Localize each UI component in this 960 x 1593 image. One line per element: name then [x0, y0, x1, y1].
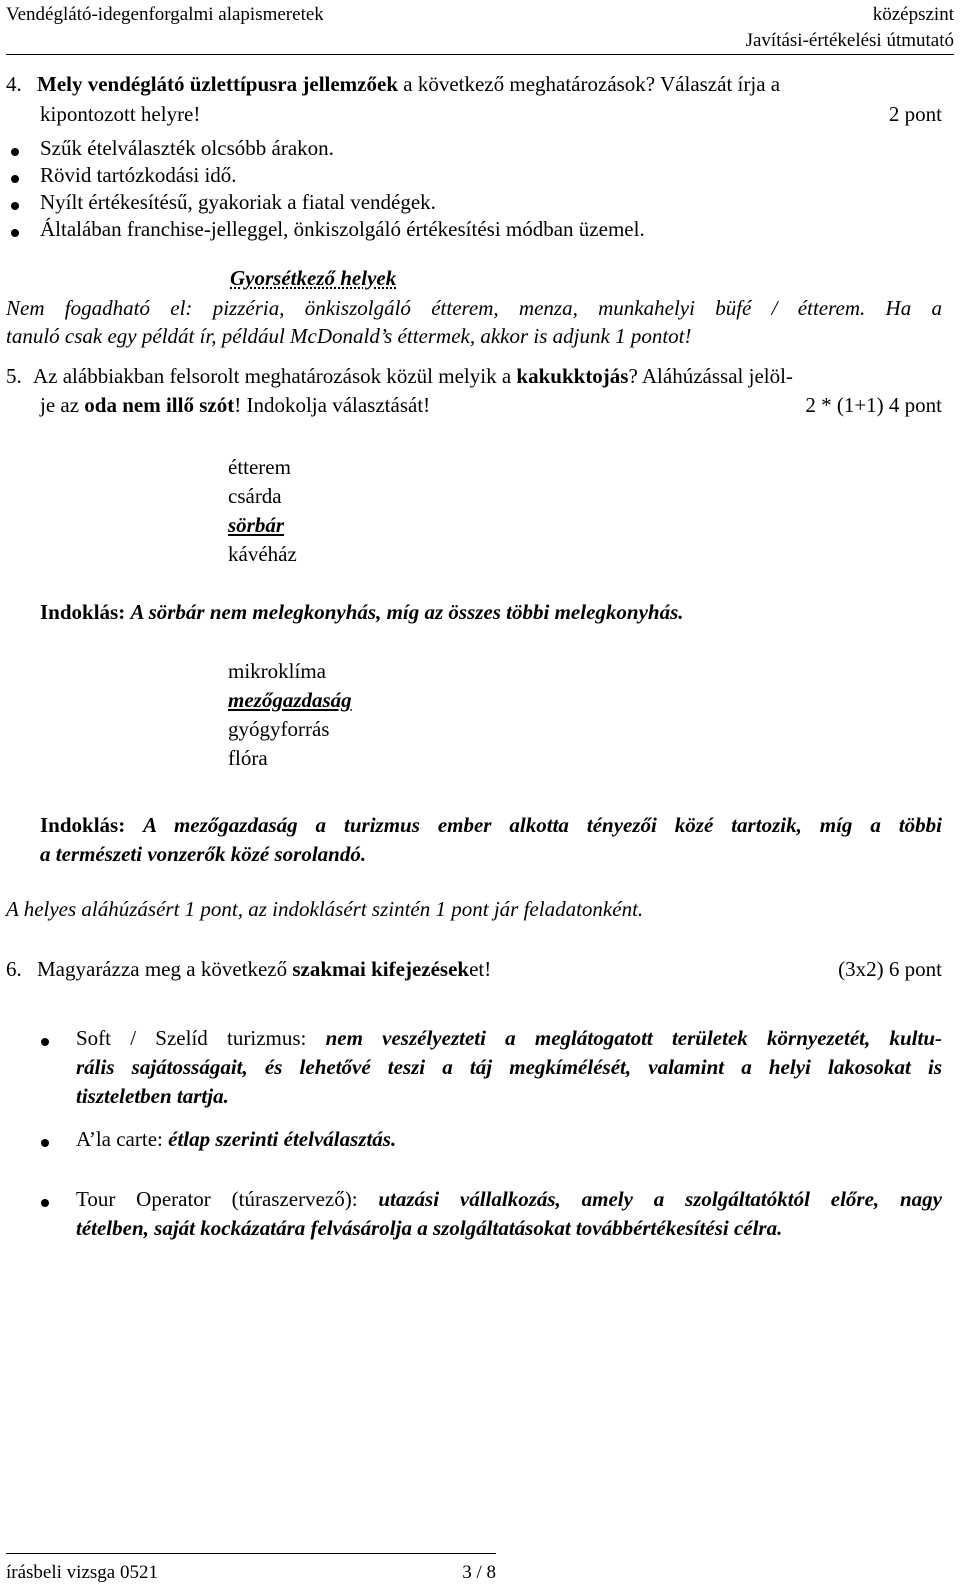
- q6-item-2-term: A’la carte:: [76, 1127, 169, 1151]
- q6-item-3-term: Tour Operator (túraszervező):: [76, 1187, 379, 1211]
- q5-scoring: A helyes aláhúzásért 1 pont, az indoklásért szintén 1 pont jár feladatonként.: [6, 897, 644, 921]
- q5-number: 5.: [6, 364, 22, 388]
- footer-page-number: 3 / 8: [462, 1562, 496, 1583]
- q4-bullet-1: Szűk ételválaszték olcsóbb árakon.: [40, 136, 334, 160]
- header-level: középszint: [872, 4, 954, 25]
- page-header: [6, 2, 954, 55]
- header-right: [746, 2, 954, 54]
- q5-l2-b: oda nem illő szót: [84, 393, 235, 417]
- page-footer: [6, 1553, 496, 1590]
- q6-item-2: [76, 1125, 396, 1153]
- reason-label: Indoklás:: [40, 600, 131, 624]
- q5-list1-item-1: étterem: [228, 455, 291, 479]
- q6-item-1-def-1: nem veszélyezteti a meglátogatott területek környezetét, kultu-: [325, 1026, 942, 1050]
- q4-number: 4.: [6, 72, 22, 96]
- bullet-dot: [41, 1199, 49, 1207]
- bullet-dot: [11, 202, 19, 210]
- q5-reason-2-line1: [40, 811, 942, 839]
- q4-points: 2 pont: [888, 102, 942, 126]
- reason-2-text-1: A mezőgazdaság a turizmus ember alkotta tényezői közé tartozik, míg a többi: [143, 813, 942, 837]
- q5-l2-a: je az: [40, 393, 85, 417]
- q6-item-3-line1-wrap: [76, 1185, 942, 1213]
- q5-list2-item-3: gyógyforrás: [228, 717, 330, 741]
- q5-reason-1: [40, 598, 684, 626]
- q5-list1-item-4: kávéház: [228, 542, 297, 566]
- q4-bold: Mely vendéglátó üzlettípusra jellemzőek: [37, 72, 398, 96]
- q6-item-3-line2: tételben, saját kockázatára felvásárolja a szolgáltatásokat továbbértékesítési célra.: [76, 1216, 783, 1240]
- q4-line2: kipontozott helyre!: [40, 102, 201, 126]
- q5-l1-b: kakukktojás: [516, 364, 629, 388]
- q6-number: 6.: [6, 957, 22, 981]
- q6-points: (3x2) 6 pont: [838, 957, 942, 981]
- bullet-dot: [41, 1139, 49, 1147]
- q4-bullet-4: Általában franchise-jelleggel, önkiszolgáló értékesítési módban üzemel.: [40, 217, 645, 241]
- q6-item-1-def-2: rális sajátosságait, és lehetővé teszi a táj megkímélését, valamint a helyi lakosokat is: [76, 1055, 942, 1079]
- q4-line1: [6, 70, 780, 98]
- q6-item-1-line3: tiszteletben tartja.: [76, 1084, 229, 1108]
- q6-item-2-def: étlap szerinti ételválasztás.: [168, 1127, 397, 1151]
- q6-line: [6, 955, 491, 983]
- header-guide: Javítási-értékelési útmutató: [745, 30, 954, 51]
- bullet-dot: [11, 148, 19, 156]
- q5-points: 2 * (1+1) 4 pont: [805, 393, 942, 417]
- q6-b: szakmai kifejezések: [292, 957, 470, 981]
- q5-line1: [6, 362, 793, 390]
- q5-list1-item-3-underlined: sörbár: [228, 513, 285, 537]
- q4-bullet-2: Rövid tartózkodási idő.: [40, 163, 237, 187]
- q4-bullet-3: Nyílt értékesítésű, gyakoriak a fiatal vendégek.: [40, 190, 436, 214]
- q4-note-1: [6, 294, 942, 322]
- q4-answer: Gyorsétkező helyek: [230, 266, 397, 290]
- q4-note-1-text: Nem fogadható el: pizzéria, önkiszolgáló étterem, menza, munkahelyi büfé / étterem. Ha a: [6, 296, 942, 320]
- footer-exam-code: írásbeli vizsga 0521: [6, 1562, 158, 1583]
- q6-c: et!: [469, 957, 492, 981]
- q6-a: Magyarázza meg a következő: [37, 957, 293, 981]
- q6-item-1-line2: [76, 1053, 942, 1081]
- reason-2-line1-wrap: [40, 811, 942, 839]
- bullet-dot: [41, 1038, 49, 1046]
- reason-1-text: A sörbár nem melegkonyhás, míg az összes többi melegkonyhás.: [130, 600, 684, 624]
- q6-item-1-term: Soft / Szelíd turizmus:: [76, 1026, 326, 1050]
- q5-l1-a: Az alábbiakban felsorolt meghatározások közül melyik a: [33, 364, 517, 388]
- q5-list1-item-2: csárda: [228, 484, 282, 508]
- q5-list2-item-2-underlined: mezőgazdaság: [228, 688, 352, 712]
- q5-reason-2-line2: a természeti vonzerők közé sorolandó.: [40, 842, 367, 866]
- q6-item-3-def-1: utazási vállalkozás, amely a szolgáltatóktól előre, nagy: [378, 1187, 942, 1211]
- bullet-dot: [11, 175, 19, 183]
- q5-line2: [40, 391, 430, 419]
- q5-l1-c: ? Aláhúzással jelöl-: [628, 364, 793, 388]
- bullet-dot: [11, 229, 19, 237]
- q5-l2-c: ! Indokolja választását!: [234, 393, 431, 417]
- q4-note-2: tanuló csak egy példát ír, például McDonald’s éttermek, akkor is adjunk 1 pontot!: [6, 324, 692, 348]
- header-subject: Vendéglátó-idegenforgalmi alapismeretek: [6, 4, 324, 25]
- q6-item-1-line1-wrap: [76, 1024, 942, 1052]
- reason-label: Indoklás:: [40, 813, 144, 837]
- q4-rest: a következő meghatározások? Válaszát írja a: [398, 72, 781, 96]
- q6-item-3-line1: [76, 1185, 942, 1213]
- q5-list2-item-1: mikroklíma: [228, 659, 326, 683]
- q5-list2-item-4: flóra: [228, 746, 268, 770]
- q6-item-1-line1: [76, 1024, 942, 1052]
